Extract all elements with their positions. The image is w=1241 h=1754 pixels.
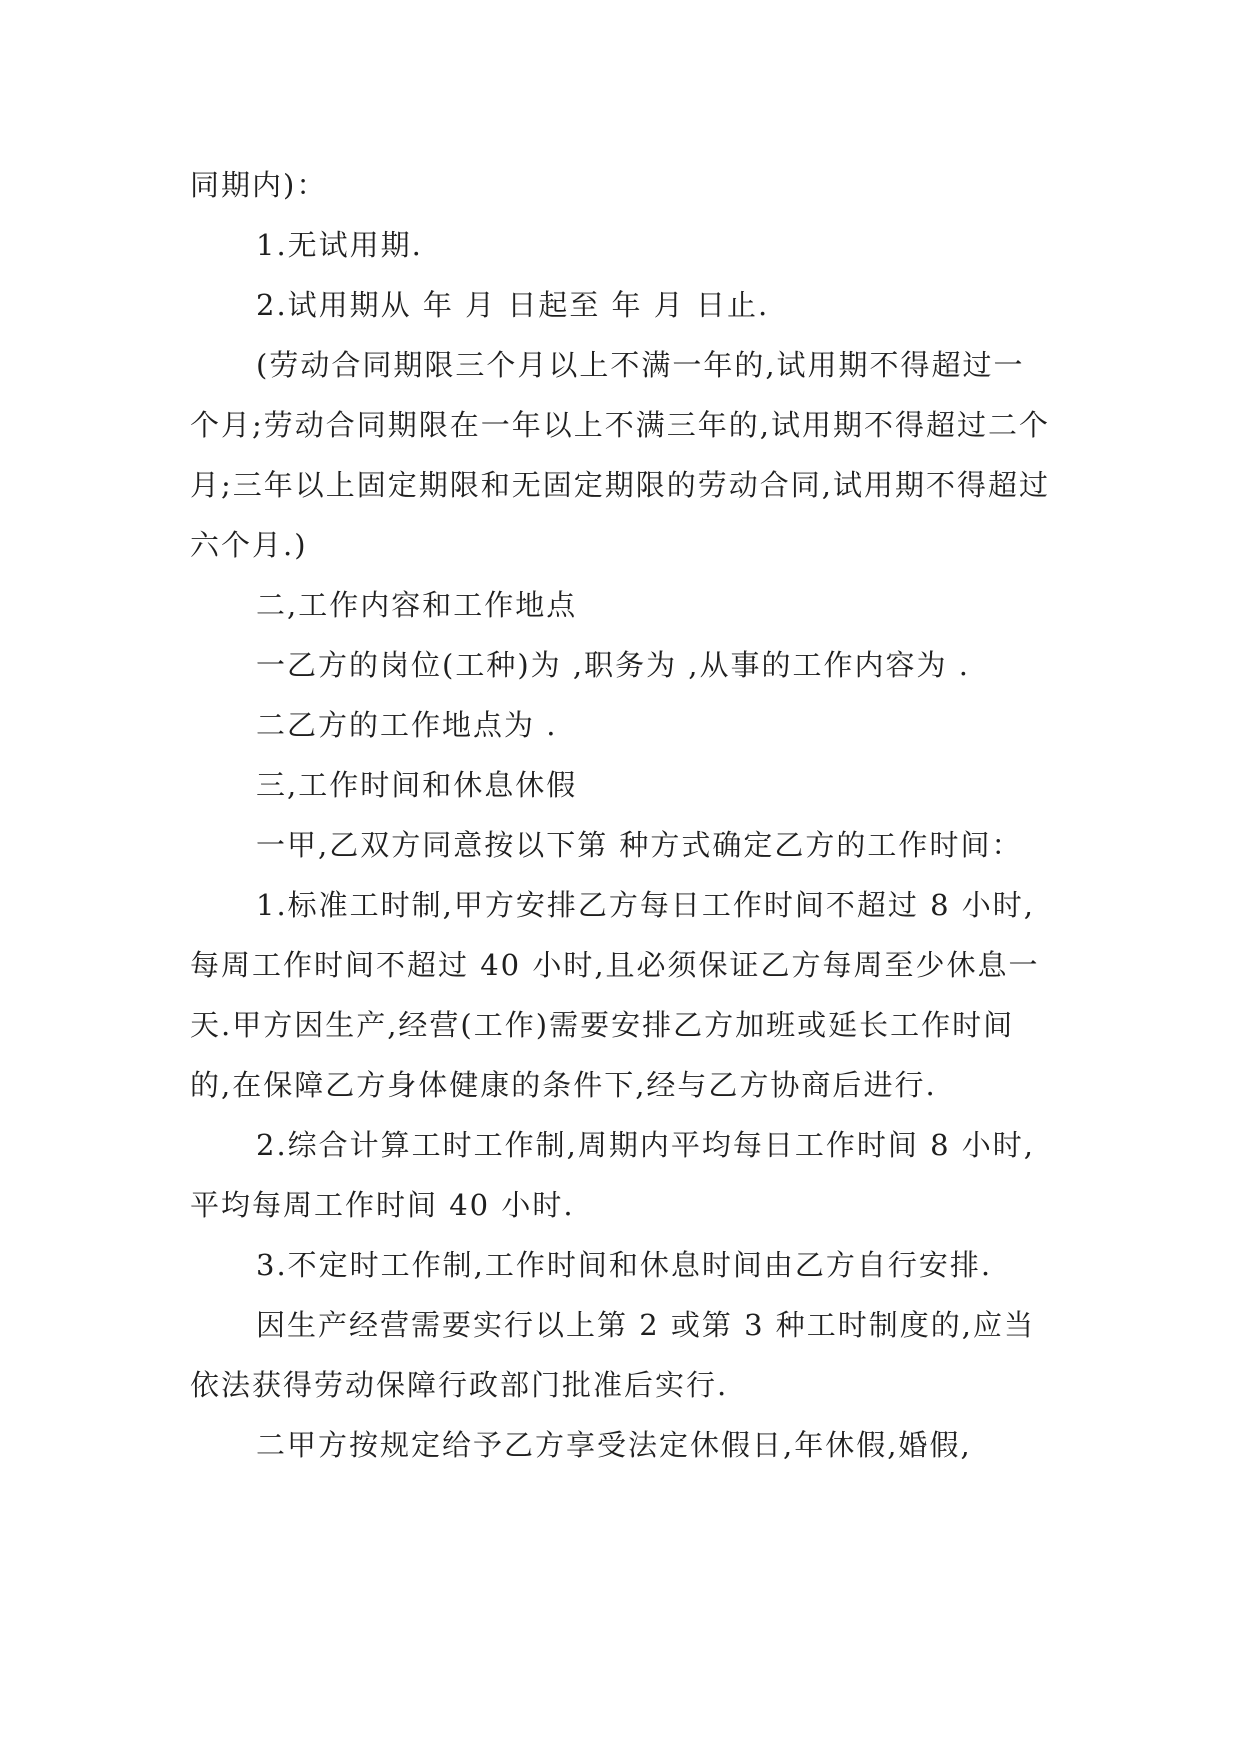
paragraph-probation-rules: (劳动合同期限三个月以上不满一年的,试用期不得超过一个月;劳动合同期限在一年以上不满三年的,试用期不得超过二个月;三年以上固定期限和无固定期限的劳动合同,试用期不得超过六个月.) (190, 348, 1050, 562)
paragraph-holidays: 二甲方按规定给予乙方享受法定休假日,年休假,婚假, (256, 1428, 972, 1462)
paragraph-work-location: 二乙方的工作地点为 . (256, 708, 558, 742)
paragraph-flexible-hours: 3.不定时工作制,工作时间和休息时间由乙方自行安排. (256, 1248, 993, 1282)
paragraph-position: 一乙方的岗位(工种)为 ,职务为 ,从事的工作内容为 . (256, 648, 970, 682)
section-heading-working-hours: 三,工作时间和休息休假 (256, 768, 578, 802)
paragraph-no-probation: 1.无试用期. (256, 228, 423, 262)
paragraph-comprehensive-hours: 2.综合计算工时工作制,周期内平均每日工作时间 8 小时,平均每周工作时间 40 小时. (190, 1128, 1035, 1222)
contract-text-body (190, 155, 1055, 1475)
paragraph-probation-period-intro: 同期内)： (190, 168, 328, 202)
paragraph-probation-dates: 2.试用期从 年 月 日起至 年 月 日止. (256, 288, 770, 322)
paragraph-hours-method: 一甲,乙双方同意按以下第 种方式确定乙方的工作时间： (256, 828, 1023, 862)
paragraph-approval-requirement: 因生产经营需要实行以上第 2 或第 3 种工时制度的,应当依法获得劳动保障行政部门批准后实行. (190, 1308, 1035, 1402)
section-heading-work-content: 二,工作内容和工作地点 (256, 588, 578, 622)
paragraph-standard-hours: 1.标准工时制,甲方安排乙方每日工作时间不超过 8 小时,每周工作时间不超过 40 小时,且必须保证乙方每周至少休息一天.甲方因生产,经营(工作)需要安排乙方加班或延长工作时间的,在保障乙方身体健康的条件下,经与乙方协商后进行. (190, 888, 1040, 1102)
